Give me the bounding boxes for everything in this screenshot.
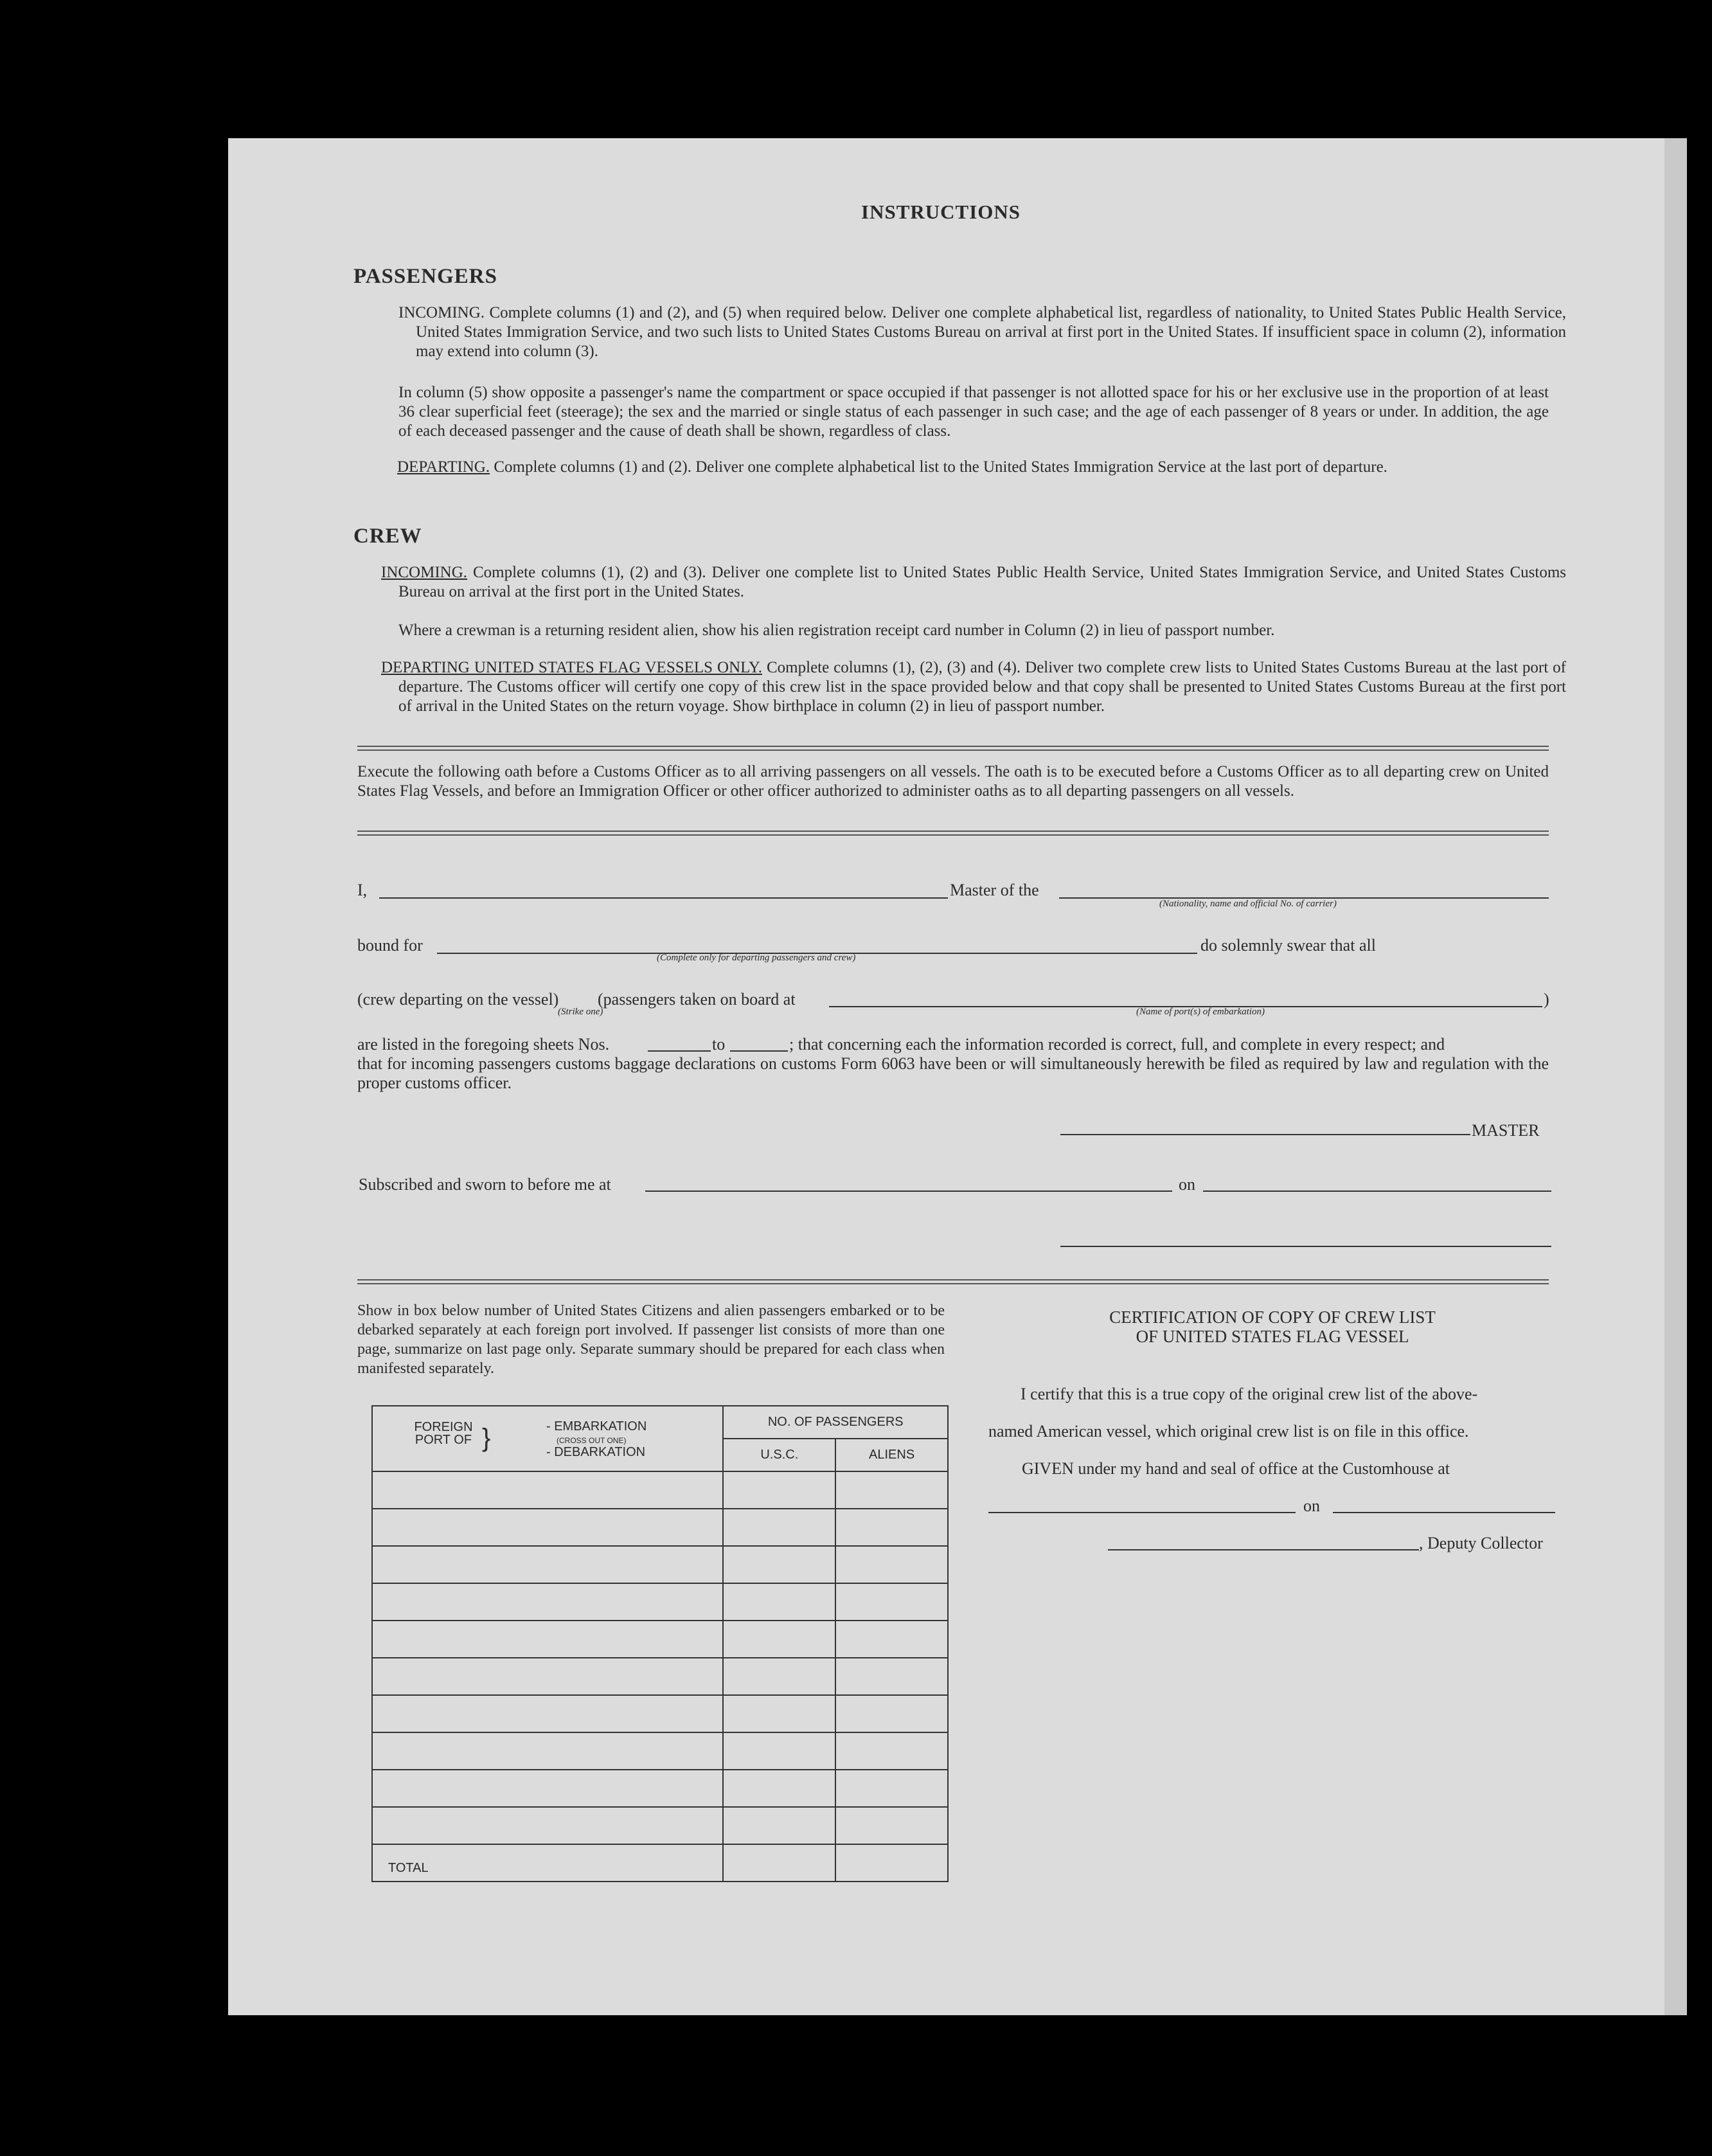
listed-sheets-label: are listed in the foregoing sheets Nos. (357, 1035, 610, 1054)
no-of-passengers-header: NO. OF PASSENGERS (723, 1406, 948, 1439)
master-of-the-label: Master of the (950, 881, 1039, 899)
sheet-from-field[interactable] (648, 1050, 711, 1052)
certification-date-field[interactable] (1333, 1512, 1555, 1513)
usc-header: U.S.C. (723, 1439, 835, 1471)
page-title: INSTRUCTIONS (861, 201, 1021, 223)
aliens-cell[interactable] (835, 1732, 948, 1770)
subscribed-label: Subscribed and sworn to before me at (359, 1175, 611, 1194)
port-cell[interactable] (372, 1770, 723, 1807)
given-text: GIVEN under my hand and seal of office at the Customhouse at (1022, 1459, 1450, 1478)
aliens-cell[interactable] (835, 1583, 948, 1621)
summary-text: Show in box below number of United States Citizens and alien passengers embarked or to be debarked separately at each foreign port involved. If passenger list consists of more than one page, summarize on last page only. Separate summary should be prepared for each class when manifested separately. (357, 1302, 945, 1377)
master-label: MASTER (1472, 1121, 1540, 1140)
certification-on-label: on (1303, 1496, 1320, 1515)
passengers-departing-text: Complete columns (1) and (2). Deliver one complete alphabetical list to the United States Immigration Service at the last port of departure. (494, 458, 1387, 476)
port-cell[interactable] (372, 1583, 723, 1621)
crew-resident-text: Where a crewman is a returning resident alien, show his alien registration receipt card number in Column (2) in lieu of passport number. (398, 622, 1275, 639)
passengers-column5-text: In column (5) show opposite a passenger's name the compartment or space occupied if that passenger is not allotted space for his or her exclusive use in the proportion of at least 36 clear superficial feet (steerage); the sex and the married or single status of each passenger in such case; and the age of each passenger of 8 years or under. In addition, the age of each deceased passenger and the cause of death shall be shown, regardless of class. (398, 384, 1549, 440)
sworn-place-field[interactable] (645, 1190, 1172, 1192)
passengers-heading: PASSENGERS (353, 265, 497, 288)
usc-cell[interactable] (723, 1695, 835, 1732)
page-edge (1664, 138, 1687, 2015)
crew-departing-label: DEPARTING UNITED STATES FLAG VESSELS ONLY. (381, 659, 763, 676)
divider (357, 1279, 1549, 1284)
passengers-incoming-label: INCOMING. (398, 304, 485, 321)
aliens-cell[interactable] (835, 1546, 948, 1583)
deputy-collector-label: , Deputy Collector (1419, 1534, 1543, 1552)
certification-heading-line-1: CERTIFICATION OF COPY OF CREW LIST (1109, 1307, 1436, 1327)
passengers-departing (381, 458, 1566, 477)
port-cell[interactable] (372, 1658, 723, 1695)
aliens-cell[interactable] (835, 1471, 948, 1509)
port-header (372, 1406, 723, 1471)
aliens-cell[interactable] (835, 1621, 948, 1658)
crew-incoming (381, 563, 1566, 602)
passengers-incoming (398, 303, 1566, 361)
total-label: TOTAL (372, 1844, 723, 1882)
ports-hint: (Name of port(s) of embarkation) (1136, 1007, 1265, 1017)
passengers-departing-label: DEPARTING. (397, 458, 490, 476)
usc-cell[interactable] (723, 1732, 835, 1770)
crew-departing-text: Complete columns (1), (2), (3) and (4). Deliver two complete crew lists to United States Customs Bureau at the last port of departure. The Customs officer will certify one copy of this crew list in the space provided below and that copy shall be presented to United States Customs Bureau at the first port of arrival in the United States on the return voyage. Show birthplace in column (2) in lieu of passport number. (398, 659, 1566, 715)
aliens-cell[interactable] (835, 1770, 948, 1807)
port-cell[interactable] (372, 1732, 723, 1770)
master-signature-field[interactable] (1060, 1134, 1470, 1135)
oath-i-label: I, (357, 881, 368, 899)
aliens-cell[interactable] (835, 1807, 948, 1844)
sworn-on-label: on (1179, 1175, 1195, 1194)
oath-intro: Execute the following oath before a Customs Officer as to all arriving passengers on all vessels. The oath is to be executed before a Customs Officer as to all departing crew on United States Flag Vessels, and before an Immigration Officer or other officer authorized to administer oaths as to all departing passengers on all vessels. (357, 763, 1549, 800)
crew-incoming-text: Complete columns (1), (2) and (3). Deliver one complete list to United States Public Health Service, United States Immigration Service, and United States Customs Bureau on arrival at the first port in the United States. (398, 564, 1566, 600)
strike-one-hint: (Strike one) (558, 1007, 603, 1017)
bound-for-hint: (Complete only for departing passengers and crew) (657, 953, 856, 963)
aliens-cell[interactable] (835, 1509, 948, 1546)
aliens-cell[interactable] (835, 1695, 948, 1732)
debarkation-option[interactable]: - DEBARKATION (546, 1445, 646, 1459)
sheet-to-field[interactable] (730, 1050, 788, 1052)
divider (357, 746, 1549, 751)
listed-continued: ; that concerning each the information recorded is correct, full, and complete in every respect; and (789, 1035, 1445, 1054)
usc-cell[interactable] (723, 1583, 835, 1621)
aliens-cell[interactable] (835, 1658, 948, 1695)
aliens-header: ALIENS (835, 1439, 948, 1471)
usc-cell[interactable] (723, 1807, 835, 1844)
usc-total-cell[interactable] (723, 1844, 835, 1882)
bound-for-label: bound for (357, 936, 423, 955)
close-paren: ) (1544, 990, 1549, 1009)
usc-cell[interactable] (723, 1546, 835, 1583)
port-cell[interactable] (372, 1509, 723, 1546)
certification-heading-line-2: OF UNITED STATES FLAG VESSEL (1136, 1327, 1409, 1346)
deputy-signature-field[interactable] (1108, 1549, 1419, 1550)
swear-label: do solemnly swear that all (1200, 936, 1376, 955)
listed-to-label: to (712, 1035, 726, 1054)
master-name-field[interactable] (379, 897, 948, 899)
officer-signature-field[interactable] (1060, 1246, 1551, 1247)
carrier-hint: (Nationality, name and official No. of carrier) (1159, 899, 1337, 909)
certification-heading (990, 1307, 1555, 1346)
passengers-taken-option[interactable]: (passengers taken on board at (598, 990, 796, 1009)
crew-incoming-label: INCOMING. (381, 564, 468, 581)
usc-cell[interactable] (723, 1770, 835, 1807)
port-cell[interactable] (372, 1695, 723, 1732)
port-cell[interactable] (372, 1471, 723, 1509)
crew-departing (381, 658, 1566, 716)
divider (357, 831, 1549, 836)
usc-cell[interactable] (723, 1621, 835, 1658)
passenger-summary-table (371, 1405, 949, 1882)
customhouse-field[interactable] (988, 1512, 1296, 1513)
crew-heading: CREW (353, 525, 422, 548)
port-cell[interactable] (372, 1621, 723, 1658)
passengers-incoming-text: Complete columns (1) and (2), and (5) when required below. Deliver one complete alphabetical list, regardless of nationality, to United States Public Health Service, United States Immigration Service, and two such lists to United States Customs Bureau on arrival at first port in the United States. If insufficient space in column (2), information may extend into column (3). (416, 304, 1567, 360)
certify-line-2: named American vessel, which original crew list is on file in this office. (988, 1422, 1469, 1441)
cross-out-one-hint: (CROSS OUT ONE) (557, 1436, 627, 1445)
embarkation-option[interactable]: - EMBARKATION (546, 1419, 647, 1433)
crew-departing-option[interactable]: (crew departing on the vessel) (357, 990, 559, 1009)
usc-cell[interactable] (723, 1658, 835, 1695)
sworn-date-field[interactable] (1203, 1190, 1551, 1192)
port-cell[interactable] (372, 1546, 723, 1583)
listed-baggage-text: that for incoming passengers customs baggage declarations on customs Form 6063 have been or will simultaneously herewith be filed as required by law and regulation with the proper customs officer. (357, 1054, 1549, 1092)
foreign-port-of: FOREIGN PORT OF (414, 1420, 473, 1447)
usc-cell[interactable] (723, 1509, 835, 1546)
certify-line-1: I certify that this is a true copy of the original crew list of the above- (1021, 1385, 1478, 1403)
usc-cell[interactable] (723, 1471, 835, 1509)
aliens-total-cell[interactable] (835, 1844, 948, 1882)
port-cell[interactable] (372, 1807, 723, 1844)
brace-icon: } (482, 1424, 491, 1452)
